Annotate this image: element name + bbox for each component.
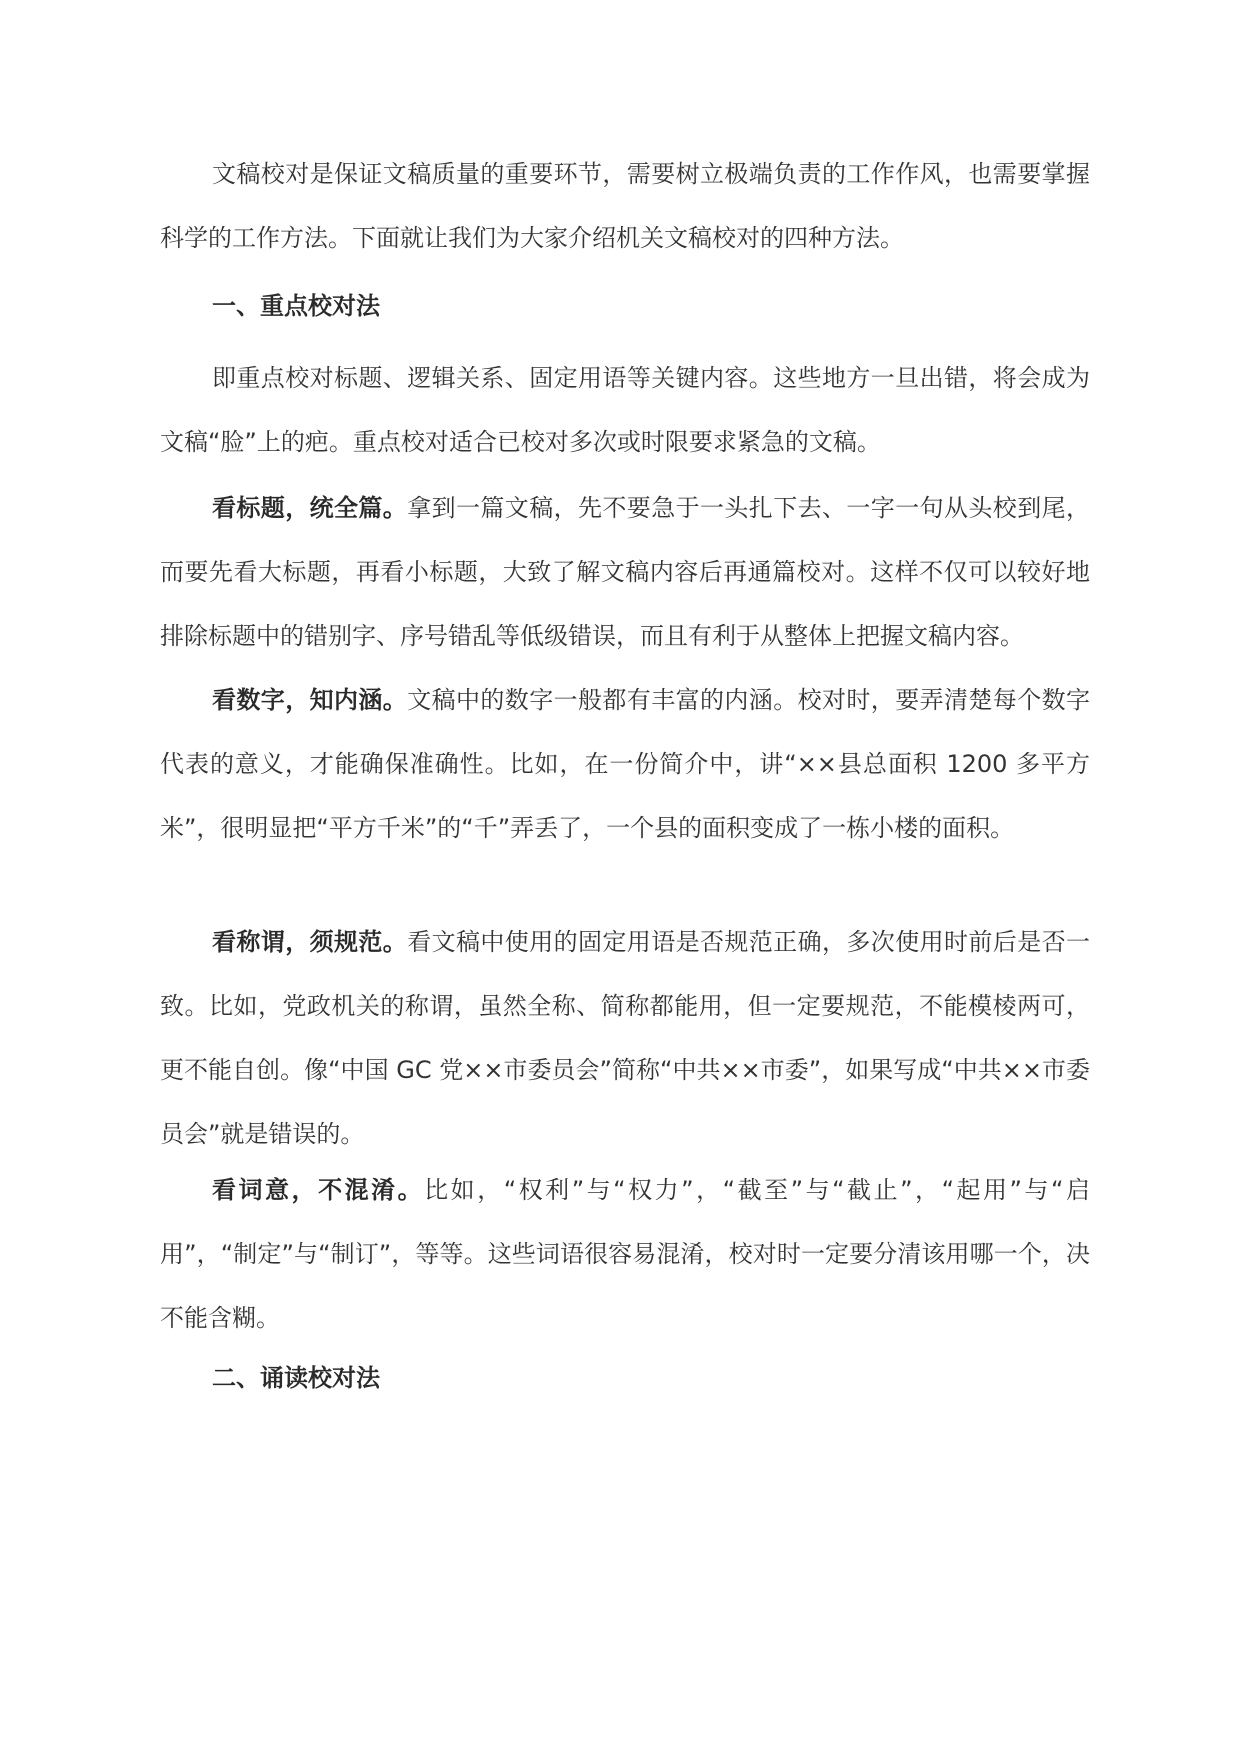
item-text: 文稿中的数字一般都有丰富的内涵。校对时，要弄清楚每个数字代表的意义，才能确保准确性。比如，在一份简介中，讲“××县总面积 1200 多平方米”，很明显把“平方千米”的“千”弄丢了，一个县的面积变成了一栋小楼的面积。 <box>160 686 1091 842</box>
item-text: 比如，“权利”与“权力”，“截至”与“截止”，“起用”与“启用”，“制定”与“制订”，等等。这些词语很容易混淆，校对时一定要分清该用哪一个，决不能含糊。 <box>160 1176 1090 1332</box>
section-1-description: 即重点校对标题、逻辑关系、固定用语等关键内容。这些地方一旦出错，将会成为文稿“脸”上的疤。重点校对适合已校对多次或时限要求紧急的文稿。 <box>160 364 1090 456</box>
intro-paragraph: 文稿校对是保证文稿质量的重要环节，需要树立极端负责的工作作风，也需要掌握科学的工作方法。下面就让我们为大家介绍机关文稿校对的四种方法。 <box>160 160 1090 252</box>
item-text: 拿到一篇文稿，先不要急于一头扎下去、一字一句从头校到尾，而要先看大标题，再看小标题，大致了解文稿内容后再通篇校对。这样不仅可以较好地排除标题中的错别字、序号错乱等低级错误，而且有利于从整体上把握文稿内容。 <box>160 494 1091 650</box>
item-paragraph-titles <box>160 476 1090 668</box>
item-lead: 看词意，不混淆。 <box>212 1176 425 1204</box>
section-heading-1: 一、重点校对法 <box>212 292 380 320</box>
section-heading-2: 二、诵读校对法 <box>212 1364 380 1392</box>
item-paragraph-numbers <box>160 668 1090 860</box>
item-lead: 看称谓，须规范。 <box>212 928 408 956</box>
item-lead: 看标题，统全篇。 <box>212 494 408 522</box>
item-paragraph-titles-naming <box>160 910 1090 1166</box>
item-paragraph-word-meaning <box>160 1158 1090 1350</box>
document-page <box>160 0 1090 1754</box>
item-lead: 看数字，知内涵。 <box>212 686 408 714</box>
item-text: 看文稿中使用的固定用语是否规范正确，多次使用时前后是否一致。比如，党政机关的称谓，虽然全称、简称都能用，但一定要规范，不能模棱两可，更不能自创。像“中国 GC 党××市委员会”简称“中共××市委”，如果写成“中共××市委员会”就是错误的。 <box>160 928 1091 1148</box>
